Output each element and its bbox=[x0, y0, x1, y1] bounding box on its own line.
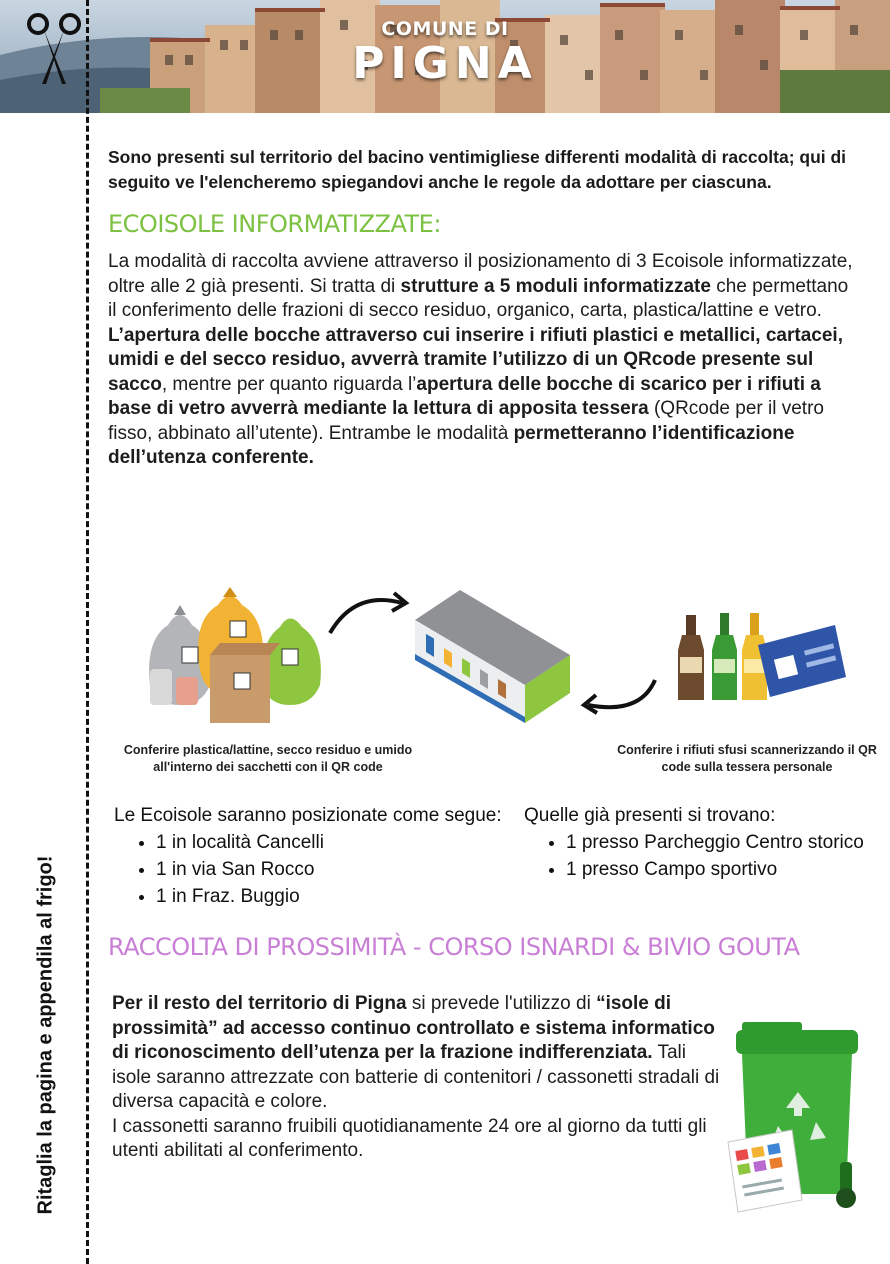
bold-span: apertura delle bocche di scarico per i rifiuti a base di vetro avverrà mediante la lettura di apposita tessera bbox=[108, 373, 821, 419]
text-span: La modalità di raccolta avviene attraverso il posizionamento di 3 Ecoisole informatizzate, oltre alle 2 già presenti. Si tratta di bbox=[108, 251, 853, 297]
list-item: • 1 in via San Rocco bbox=[156, 856, 514, 883]
new-ecoisole-title: Le Ecoisole saranno posizionate come segue: bbox=[114, 805, 502, 826]
ecoisola-illustration bbox=[130, 585, 860, 725]
scissors-icon bbox=[24, 2, 84, 88]
bold-span: “isole di prossimità” ad accesso continuo controllato e sistema informatico di riconoscimento dell’utenza per la frazione indifferenziata. bbox=[112, 993, 715, 1063]
list-item: • 1 in località Cancelli bbox=[156, 829, 514, 856]
text-span: che permettano il conferimento delle frazioni di secco residuo, organico, carta, plastica/lattine e vetro. bbox=[108, 275, 849, 321]
bold-span: permetteranno l’identificazione dell’utenza conferente. bbox=[108, 422, 795, 468]
cut-line bbox=[86, 0, 89, 1264]
ecoisole-heading: ECOISOLE INFORMATIZZATE: bbox=[108, 210, 441, 238]
text-span: , mentre per quanto riguarda l’ bbox=[161, 373, 417, 395]
info-leaflet-icon bbox=[728, 1130, 802, 1212]
text-span: (QRcode per il vetro fisso, abbinato all’utente). Entrambe le modalità bbox=[108, 398, 824, 444]
bottles-and-card-icon bbox=[678, 613, 846, 700]
header-banner bbox=[0, 0, 890, 113]
banner-line-1: COMUNE DI bbox=[381, 18, 509, 40]
prossimita-text bbox=[112, 992, 722, 1164]
prossimita-heading: RACCOLTA DI PROSSIMITÀ - CORSO ISNARDI & BIVIO GOUTA bbox=[108, 933, 800, 961]
text-span: Tali isole saranno attrezzate con batterie di contenitori / cassonetti stradali di diversa capacità e colore. bbox=[112, 1042, 720, 1112]
list-item: • 1 in Fraz. Buggio bbox=[156, 883, 514, 910]
green-bin-icon bbox=[722, 1022, 872, 1222]
caption-left: Conferire plastica/lattine, secco residuo e umido all'interno dei sacchetti con il QR code bbox=[123, 743, 413, 774]
bold-span: Per il resto del territorio di Pigna bbox=[112, 993, 407, 1014]
existing-ecoisole-items bbox=[524, 829, 874, 883]
new-ecoisole-list bbox=[114, 802, 514, 910]
ecoisola-building-icon bbox=[415, 590, 570, 723]
bold-span: strutture a 5 moduli informatizzate bbox=[400, 275, 711, 297]
ecoisole-text bbox=[108, 250, 856, 471]
caption-right: Conferire i rifiuti sfusi scannerizzando il QR code sulla tessera personale bbox=[617, 743, 877, 774]
text-span: si prevede l'utilizzo di bbox=[406, 993, 597, 1014]
intro-text: Sono presenti sul territorio del bacino ventimigliese differenti modalità di raccolta; qui di seguito ve l'elencheremo spiegandovi anche le regole da adottare per ciascuna. bbox=[108, 147, 847, 192]
list-item: • 1 presso Campo sportivo bbox=[566, 856, 874, 883]
ecoisole-paragraph-1 bbox=[108, 250, 856, 324]
existing-ecoisole-title: Quelle già presenti si trovano: bbox=[524, 805, 776, 826]
prossimita-paragraph-2: I cassonetti saranno fruibili quotidianamente 24 ore al giorno da tutti gli utenti abilitati al conferimento. bbox=[112, 1115, 707, 1161]
banner-title bbox=[0, 18, 890, 88]
cut-instruction: Ritaglia la pagina e appendila al frigo! bbox=[34, 855, 57, 1215]
banner-line-2: PIGNA bbox=[352, 38, 538, 89]
prossimita-paragraph-1 bbox=[112, 992, 722, 1115]
existing-ecoisole-list bbox=[524, 802, 874, 883]
new-ecoisole-items bbox=[114, 829, 514, 910]
ecoisole-paragraph-2 bbox=[108, 324, 856, 471]
list-item: • 1 presso Parcheggio Centro storico bbox=[566, 829, 874, 856]
bold-span: L’apertura delle bocche attraverso cui inserire i rifiuti plastici e metallici, cartacei, umidi e del secco residuo, avverrà tramite l’utilizzo di un QRcode presente sul sacco bbox=[108, 324, 843, 395]
waste-bags-icon bbox=[149, 587, 321, 723]
